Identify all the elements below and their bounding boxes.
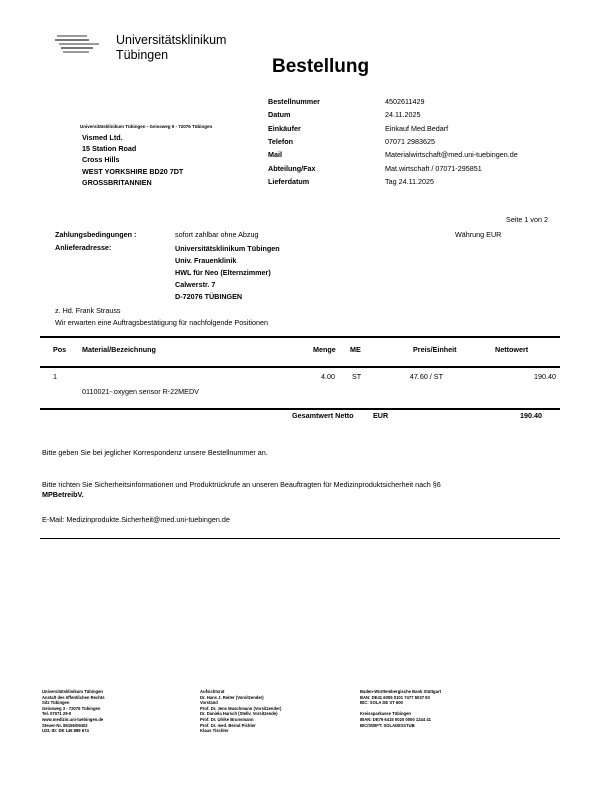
header-value: 24.11.2025 <box>385 110 421 120</box>
footer-line: Prof. Dr. Ulrike Brunsmann <box>200 716 254 722</box>
delivery-line: D-72076 TÜBINGEN <box>175 292 243 301</box>
logo-line2: Tübingen <box>116 48 169 62</box>
total-label: Gesamtwert Netto <box>292 411 354 420</box>
footer-line: Sitz Tübingen <box>42 700 70 706</box>
attention: z. Hd. Frank Strauss <box>55 306 121 315</box>
header-value: Mat.wirtschaft / 07071-295851 <box>385 163 482 173</box>
header-label: Telefon <box>268 136 294 146</box>
sender-line: Universitätsklinikum Tübingen - Geissweg 5 - 72076 Tübingen <box>80 124 213 129</box>
note-order-number: Bitte geben Sie bei jeglicher Korrespondenz unsere Bestellnummer an. <box>42 448 268 457</box>
row-netto: 190.40 <box>534 372 556 381</box>
footer-col-board <box>200 689 281 734</box>
header-label: Mail <box>268 150 282 160</box>
footer-line: Aufsichtsrat <box>200 689 225 694</box>
recipient-line: Vismed Ltd. <box>82 133 123 142</box>
footer-line: Anstalt des öffentlichen Rechts <box>42 694 105 700</box>
footer-col-company <box>42 689 105 734</box>
header-label: Datum <box>268 110 291 120</box>
recipient-line: 15 Station Road <box>82 144 137 154</box>
recipient-address <box>82 132 183 188</box>
col-material: Material/Bezeichnung <box>82 345 156 354</box>
delivery-label: Anlieferadresse: <box>55 243 112 252</box>
footer-col-bank <box>360 689 441 728</box>
footer-line: USt.-ID: DE 146 889 674 <box>42 728 89 734</box>
footer-line: Dr. Hans J. Reiter (Vorsitzender) <box>200 694 264 700</box>
page-info: Seite 1 von 2 <box>506 215 548 224</box>
header-label: Lieferdatum <box>268 176 310 186</box>
header-label: Einkäufer <box>268 123 301 133</box>
col-preis: Preis/Einheit <box>413 345 457 354</box>
footer-line: Kreissparkasse Tübingen <box>360 711 411 717</box>
delivery-line: Universitätsklinikum Tübingen <box>175 244 280 253</box>
header-label: Bestellnummer <box>268 97 320 106</box>
recipient-line: Cross Hills <box>82 155 120 165</box>
header-label: Abteilung/Fax <box>268 163 316 173</box>
intro-text: Wir erwarten eine Auftragsbestätigung für nachfolgende Positionen <box>55 318 268 327</box>
header-value: 4502611429 <box>385 97 425 106</box>
divider <box>40 408 560 410</box>
delivery-line: HWL für Neo (Elternzimmer) <box>175 268 271 277</box>
footer-line: www.medizin.uni-tuebingen.de <box>42 716 104 722</box>
row-description: 0110021- oxygen sensor R-22MEDV <box>82 387 199 396</box>
footer-line: IBAN: DE79 6415 0020 0000 1244 41 <box>360 716 432 722</box>
row-menge: 4.00 <box>321 372 335 381</box>
footer-line: BIC: SOLA DE ST 600 <box>360 700 403 706</box>
payment-label: Zahlungsbedingungen : <box>55 230 137 239</box>
row-pos: 1 <box>53 372 57 381</box>
col-me: ME <box>350 345 361 354</box>
header-value: Tag 24.11.2025 <box>385 176 435 186</box>
row-me: ST <box>352 372 362 381</box>
header-value: 07071 2983625 <box>385 136 435 146</box>
header-value: Einkauf Med.Bedarf <box>385 123 449 133</box>
delivery-line: Calwerstr. 7 <box>175 280 216 289</box>
col-netto: Nettowert <box>495 345 529 354</box>
total-currency: EUR <box>373 411 389 420</box>
footer-line: Tel. 07071 29-0 <box>42 711 72 717</box>
divider <box>40 336 560 338</box>
currency: Währung EUR <box>455 230 502 239</box>
footer-line: BIC/SWIFT: SOLADES1TUB <box>360 722 415 728</box>
logo-text <box>116 33 226 63</box>
delivery-line: Univ. Frauenklinik <box>175 256 237 265</box>
footer-line: Steuer-Nr. 86156/09402 <box>42 722 88 728</box>
recipient-line: WEST YORKSHIRE BD20 7DT <box>82 166 184 176</box>
row-preis: 47.60 / ST <box>409 372 443 381</box>
footer-line: Klaus Tischler <box>200 728 229 734</box>
col-menge: Menge <box>313 345 336 354</box>
footer-line: Baden-Württembergische Bank Stuttgart <box>360 689 441 694</box>
note-email: E-Mail: Medizinprodukte.Sicherheit@med.uni-tuebingen.de <box>42 515 230 524</box>
payment-value: sofort zahlbar ohne Abzug <box>175 230 259 239</box>
logo-line1: Universitätsklinikum <box>116 33 227 47</box>
delivery-address <box>175 243 280 303</box>
footer-line: BAN: DE41 6005 0101 7477 5037 93 <box>360 694 430 700</box>
col-pos: Pos <box>53 345 67 354</box>
header-value: Materialwirtschaft@med.uni-tuebingen.de <box>385 150 518 160</box>
divider <box>40 366 560 368</box>
footer-line: Universitätsklinikum Tübingen <box>42 689 103 694</box>
divider <box>40 538 560 539</box>
clinic-logo-icon <box>55 33 107 55</box>
footer-line: Prof. Dr. med. Bernd Pichler <box>200 722 256 728</box>
note-safety-cont: MPBetreibV. <box>42 490 84 499</box>
footer-line: Prof. Dr. Jens Maschmann (Vorsitzender) <box>200 705 282 711</box>
note-safety: Bitte richten Sie Sicherheitsinformationen und Produktrückrufe an unseren Beauftragten für Medizinproduktsicherheit nach §6 <box>42 480 441 489</box>
total-value: 190.40 <box>520 411 542 420</box>
recipient-line: GROSSBRITANNIEN <box>82 177 152 187</box>
footer-line: Dr. Daniela Harsch (Stellv. Vorsitzende) <box>200 711 278 717</box>
page-title: Bestellung <box>272 56 370 77</box>
footer-line: Vorstand <box>200 700 218 706</box>
footer-line: Geissweg 3 - 72076 Tübingen <box>42 705 101 711</box>
